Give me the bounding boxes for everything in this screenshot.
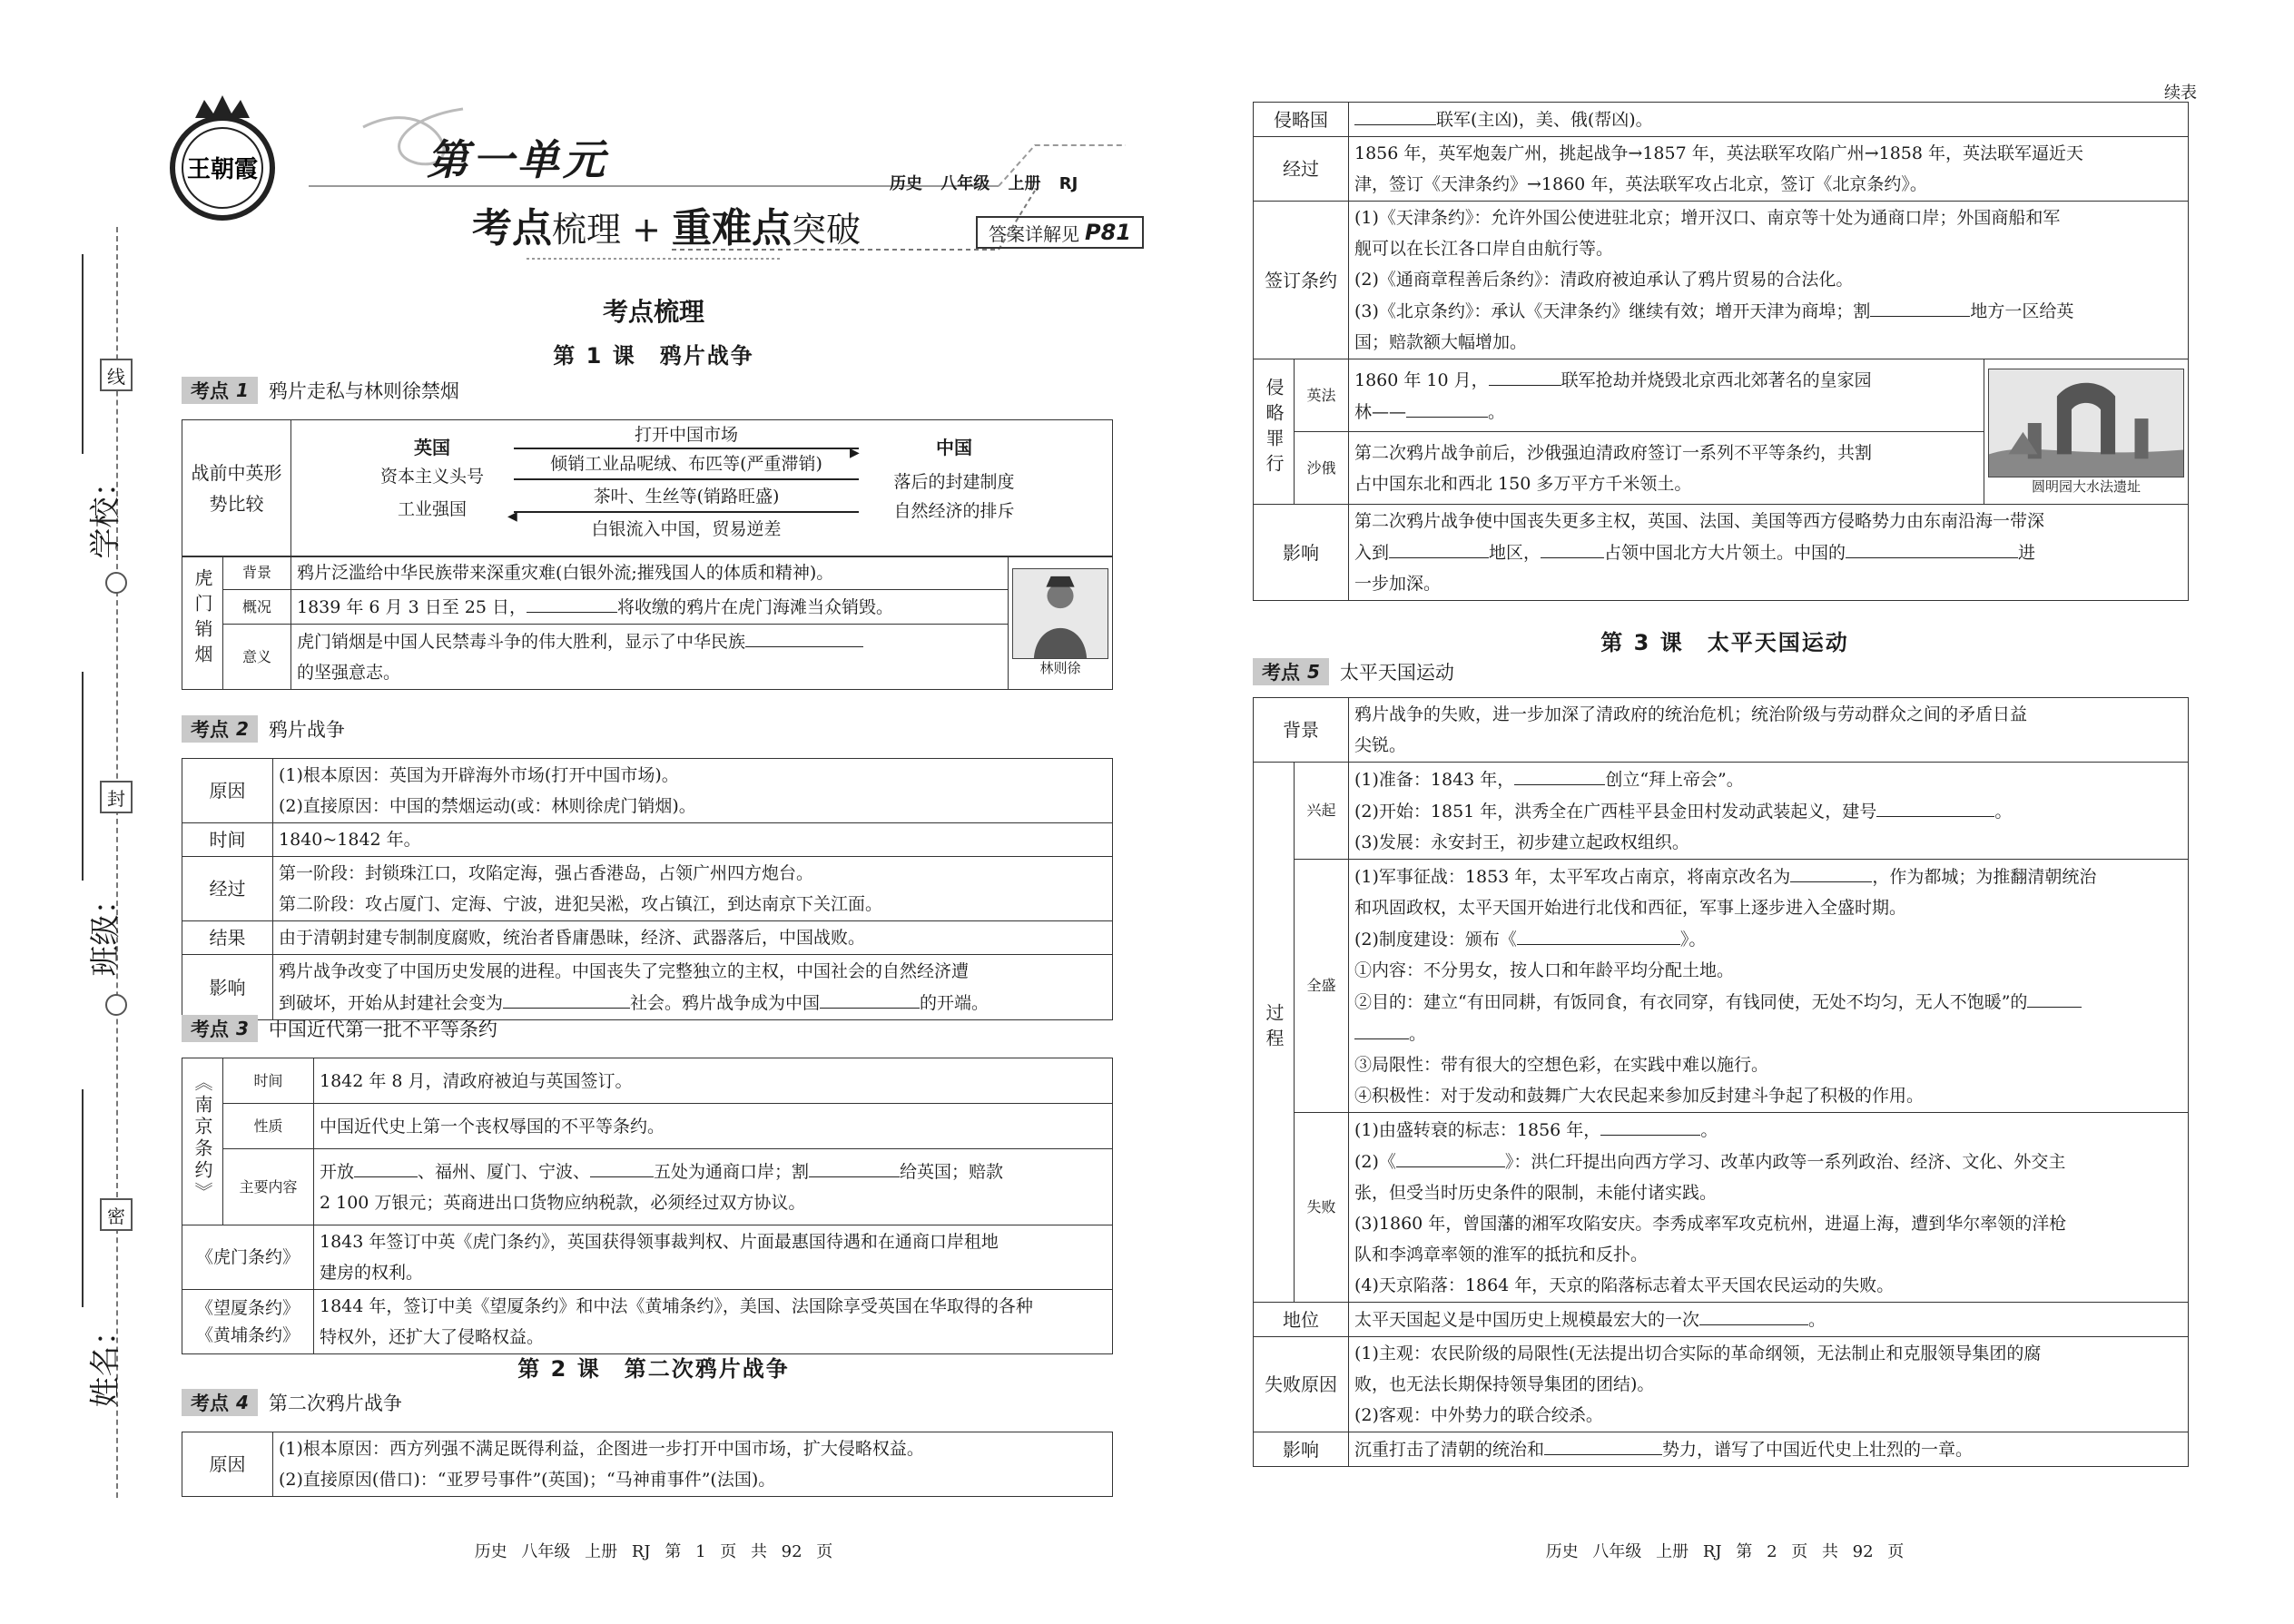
- blank-semicolonial[interactable]: [503, 987, 630, 1009]
- yuanmingyuan-caption: 圆明园大水法遗址: [2031, 477, 2141, 495]
- answer-label: 答案详解见: [989, 222, 1079, 245]
- humen-bg-label: 背景: [223, 556, 291, 590]
- process-label: 经过: [1254, 137, 1349, 202]
- right-footer: 历史 八年级 上册 RJ 第 2 页 共 92 页: [1545, 1542, 1905, 1561]
- status: 太平天国起义是中国历史上规模最宏大的一次 。: [1349, 1303, 2189, 1337]
- humen-bg: 鸦片泛滥给中华民族带来深重灾难(白银外流;摧残国人的体质和精神)。: [291, 556, 1009, 590]
- blank-kowloon[interactable]: [1870, 295, 1970, 317]
- uk-line-2: 工业强国: [397, 499, 467, 519]
- publisher-logo: [163, 91, 281, 227]
- binding-strip: [0, 0, 136, 1624]
- blank-guangzhou[interactable]: [354, 1156, 418, 1177]
- kd5-title: 太平天国运动: [1339, 662, 1454, 684]
- tp-impact-label: 影响: [1254, 1432, 1349, 1467]
- war-result: 由于清朝封建专制制度腐败，统治者昏庸愚昧，经济、武器落后，中国战败。: [273, 921, 1113, 955]
- impact2-label: 影响: [1254, 505, 1349, 601]
- nanjing-time: 1842 年 8 月，清政府被迫与英国签订。: [314, 1058, 1113, 1104]
- sub-title-a: 考点: [472, 205, 552, 251]
- tp-bg-label: 背景: [1254, 698, 1349, 763]
- name-label: 姓名：: [87, 1314, 124, 1408]
- kd3-tag: 考点 3: [182, 1015, 258, 1042]
- arrow-head-2: ◀: [507, 509, 517, 524]
- peak-label: 全盛: [1295, 860, 1349, 1113]
- war-time: 1840~1842 年。: [273, 823, 1113, 857]
- blank-spirit[interactable]: [745, 625, 863, 647]
- kd2-tag: 考点 2: [182, 715, 258, 743]
- kd3-title: 中国近代第一批不平等条约: [268, 1019, 497, 1040]
- kd4-title: 第二次鸦片战争: [268, 1393, 402, 1414]
- nanjing-label: 《南京条约》: [182, 1058, 223, 1225]
- arrow-right-1: [514, 448, 859, 449]
- sub-title-d: 突破: [792, 210, 861, 250]
- peak: (1)军事征战：1853 年，太平军攻占南京，将南京改名为 ，作为都城；为推翻清朝统治 和巩固政权，太平天国开始进行北伐和西征，军事上逐步进入全盛时期。 (2)制度建设：颁布《 》。 ①内容：不分男女，按人口和年龄平均分配土地。 ②目的：建立“有田同耕，有饭同食，有衣同穿，有钱同使，无处不均匀，无人不饱暖”的 。 ③局限性：带有很大的空想色彩，在实践中难以施行。 ④积极性：对于发动和鼓舞广大农民起来参加反封建斗争起了积极的作用。: [1349, 860, 2189, 1113]
- binding-dashed-line: [116, 227, 118, 1498]
- kd4-table-continued: [1253, 102, 2189, 601]
- blank-uk-france-2[interactable]: [1489, 364, 1561, 386]
- crimes-label: 侵略罪行: [1254, 359, 1295, 505]
- sub-title: [472, 195, 861, 253]
- blank-ideal-society-2[interactable]: [1354, 1018, 1409, 1039]
- uk-line-1: 资本主义头号: [379, 467, 484, 487]
- crimes-ukfr-label: 英法: [1295, 359, 1349, 432]
- humen-gk: 1839 年 6 月 3 日至 25 日， 将收缴的鸦片在虎门海滩当众销毁。: [291, 590, 1009, 625]
- aggressor: 联军(主凶)，美、俄(帮凶)。: [1349, 103, 2189, 137]
- unit-title: 第一单元: [427, 135, 608, 184]
- kd1-header: [182, 377, 459, 404]
- nanjing-nature-label: 性质: [223, 1104, 314, 1149]
- status-label: 地位: [1254, 1303, 1349, 1337]
- binding-hole-1: [105, 572, 127, 594]
- war-process: 第一阶段：封锁珠江口，攻陷定海，强占香港岛，占领广州四方炮台。 第二阶段：攻占厦门、定海、宁波，进犯吴淞，攻占镇江，到达南京下关江面。: [273, 857, 1113, 921]
- lesson3-title: 第 3 课 太平天国运动: [1600, 630, 1849, 655]
- blank-lin-zexu[interactable]: [527, 591, 617, 613]
- process: 1856 年，英军炮轰广州，挑起战争→1857 年，英法联军攻陷广州→1858 年，英法联军逼近天 津，签订《天津条约》→1860 年，英法联军攻占北京，签订《北京条约》。: [1349, 137, 2189, 202]
- kd1-table: [182, 419, 1113, 557]
- lin-zexu-caption: 林则徐: [1039, 660, 1081, 676]
- kd5-table: [1253, 697, 2189, 1467]
- tp-impact: 沉重打击了清朝的统治和 势力，谱写了中国近代史上壮烈的一章。: [1349, 1432, 2189, 1467]
- compare-label: 战前中英形势比较: [182, 420, 291, 557]
- blank-russia[interactable]: [1541, 536, 1604, 558]
- tp-bg: 鸦片战争的失败，进一步加深了清政府的统治危机；统治阶级与劳动群众之间的矛盾日益 尖锐。: [1349, 698, 2189, 763]
- blank-tianjing-incident[interactable]: [1600, 1114, 1700, 1136]
- yuanmingyuan-photo: [1988, 369, 2184, 477]
- fail-label: 失败: [1295, 1113, 1349, 1303]
- war-process-label: 经过: [182, 857, 273, 921]
- blank-peasant-war[interactable]: [1699, 1304, 1808, 1325]
- war-cause-label: 原因: [182, 759, 273, 823]
- war-impact: 鸦片战争改变了中国历史发展的进程。中国丧失了完整独立的主权，中国社会的自然经济遭 到破坏，开始从封建社会变为 社会。鸦片战争成为中国 的开端。: [273, 955, 1113, 1020]
- crimes-ukfr: 1860 年 10 月， 联军抢劫并烧毁北京西北郊著名的皇家园 林—— 。: [1349, 359, 1984, 432]
- war-cause: (1)根本原因：英国为开辟海外市场(打开中国市场)。 (2)直接原因：中国的禁烟运动(或：林则徐虎门销烟)。: [273, 759, 1113, 823]
- kd5-tag: 考点 5: [1253, 658, 1329, 685]
- arrow-right-2: [514, 478, 859, 480]
- fail: (1)由盛转衰的标志：1856 年， 。 (2)《 》：洪仁玕提出向西方学习、改革内政等一系列政治、经济、文化、外交主 张，但受当时历史条件的限制，未能付诸实践。 (3)1860 年，曾国藩的湘军攻陷安庆。李秀成率军攻克杭州，进逼上海，遭到华尔率领的洋枪 队和李鸿章率领的淮军的抵抗和反扑。 (4)天京陷落：1864 年，天京的陷落标志着太平天国农民运动的失败。: [1349, 1113, 2189, 1303]
- logo-text: 王朝霞: [186, 156, 259, 183]
- kd4-header: [182, 1389, 402, 1416]
- blank-zizheng[interactable]: [1396, 1146, 1505, 1167]
- compare-diagram: [291, 420, 1113, 557]
- kd4-tag: 考点 4: [182, 1389, 258, 1416]
- sub-title-c: 重难点: [672, 205, 792, 251]
- kd2-title: 鸦片战争: [268, 719, 345, 741]
- section-title: 考点梳理: [602, 297, 704, 327]
- answer-page: P81: [1085, 220, 1131, 245]
- left-footer: 历史 八年级 上册 RJ 第 1 页 共 92 页: [474, 1542, 833, 1561]
- nanjing-nature: 中国近代史上第一个丧权辱国的不平等条约。: [314, 1104, 1113, 1149]
- cn-line-2: 自然经济的排斥: [893, 501, 1015, 521]
- binding-box-1: 线: [100, 359, 133, 391]
- crimes-ru: 第二次鸦片战争前后，沙俄强迫清政府签订一系列不平等条约，共割 占中国东北和西北 150 多万平方千米领土。: [1349, 432, 1984, 505]
- lesson1-title: 第 1 课 鸦片战争: [553, 343, 754, 369]
- arrow-bot-text: 白银流入中国，贸易逆差: [591, 519, 782, 539]
- treaties: (1)《天津条约》：允许外国公使进驻北京；增开汉口、南京等十处为通商口岸；外国商船和军 舰可以在长江各口岸自由航行等。 (2)《通商章程善后条约》：清政府被迫承认了鸦片贸易的合法化。 (3)《北京条约》：承认《天津条约》继续有效；增开天津为商埠；割 地方一区给英 国；赔款额大幅增加。: [1349, 202, 2189, 359]
- arrow-mid-text-1: 倾销工业品呢绒、布匹等(严重滞销): [550, 454, 822, 474]
- cn-title: 中国: [936, 437, 972, 458]
- binding-box-2: 封: [100, 781, 133, 813]
- nanjing-time-label: 时间: [223, 1058, 314, 1104]
- blank-modern-history[interactable]: [820, 987, 920, 1009]
- blank-uk-france[interactable]: [1354, 103, 1436, 125]
- humen-gk-label: 概况: [223, 590, 291, 625]
- treaties-label: 签订条约: [1254, 202, 1349, 359]
- sub-title-b: 梳理 +: [552, 210, 672, 250]
- yuanmingyuan-photo-cell: [1984, 359, 2189, 505]
- war-result-label: 结果: [182, 921, 273, 955]
- kd2-table: [182, 758, 1113, 1020]
- name-field[interactable]: [82, 1089, 84, 1307]
- left-page: [182, 0, 1131, 1624]
- blank-tianjing[interactable]: [1790, 861, 1872, 882]
- wangxia: 1844 年，签订中美《望厦条约》和中法《黄埔条约》，美国、法国除享受英国在华取得的各种 特权外，还扩大了侵略权益。: [314, 1290, 1113, 1354]
- rise: (1)准备：1843 年， 创立“拜上帝会”。 (2)开始：1851 年，洪秀全在广西桂平县金田村发动武装起义，建号 。 (3)发展：永安封王，初步建立起政权组织。: [1349, 763, 2189, 860]
- school-label: 学校：: [87, 466, 124, 559]
- answer-reference: [976, 216, 1144, 249]
- humen-treaty: 1843 年签订中英《虎门条约》，英国获得领事裁判权、片面最惠国待遇和在通商口岸租地 建房的权利。: [314, 1225, 1113, 1290]
- kd1-tag: 考点 1: [182, 377, 258, 404]
- lesson2-title: 第 2 课 第二次鸦片战争: [517, 1356, 790, 1382]
- arrow-left-1: [514, 511, 859, 513]
- humen-treaty-label: 《虎门条约》: [182, 1225, 314, 1290]
- arrow-head-1: ▶: [850, 446, 860, 460]
- tp-process-label: 过程: [1254, 763, 1295, 1303]
- crimes-ru-label: 沙俄: [1295, 432, 1349, 505]
- kd1-title: 鸦片走私与林则徐禁烟: [268, 380, 459, 402]
- kd2-header: [182, 715, 345, 743]
- arrow-mid-text-2: 茶叶、生丝等(销路旺盛): [593, 487, 780, 507]
- blank-taiping[interactable]: [1876, 795, 1994, 817]
- blank-shanghai[interactable]: [590, 1156, 654, 1177]
- continued-label: 续表: [2164, 84, 2197, 103]
- book-meta: 历史 八年级 上册 RJ: [890, 174, 1078, 193]
- blank-yuanmingyuan[interactable]: [1406, 396, 1488, 418]
- kd5-header: [1253, 658, 1454, 685]
- uk-title: 英国: [414, 437, 450, 458]
- fail-reason: (1)主观：农民阶级的局限性(无法提出切合实际的革命纲领，无法制止和克服领导集团的腐 败，也无法长期保持领导集团的团结)。 (2)客观：中外势力的联合绞杀。: [1349, 1337, 2189, 1432]
- cn-line-1: 落后的封建制度: [893, 472, 1015, 492]
- blank-semicolonial-2[interactable]: [1846, 536, 2018, 558]
- lin-zexu-photo: [1012, 568, 1108, 659]
- fail-reason-label: 失败原因: [1254, 1337, 1349, 1432]
- blank-hongkong[interactable]: [809, 1156, 900, 1177]
- humen-yy: 虎门销烟是中国人民禁毒斗争的伟大胜利，显示了中华民族 的坚强意志。: [291, 625, 1009, 690]
- blank-ideal-society[interactable]: [2027, 986, 2082, 1008]
- kd3-table: [182, 1058, 1113, 1354]
- arrow-top-text: 打开中国市场: [634, 425, 738, 445]
- humen-label: 虎门销烟: [182, 556, 223, 690]
- lin-zexu-photo-cell: [1009, 556, 1113, 690]
- school-field[interactable]: [82, 254, 84, 454]
- wangxia-label: 《望厦条约》 《黄埔条约》: [182, 1290, 314, 1354]
- humen-table: [182, 556, 1113, 690]
- war-time-label: 时间: [182, 823, 273, 857]
- blank-land-system[interactable]: [1517, 923, 1680, 945]
- class-field[interactable]: [82, 672, 84, 881]
- class-label: 班级：: [87, 883, 124, 977]
- binding-hole-2: [105, 994, 127, 1016]
- nanjing-content-label: 主要内容: [223, 1149, 314, 1225]
- binding-box-3: 密: [100, 1198, 133, 1231]
- right-page: [1253, 0, 2197, 1624]
- nanjing-content: 开放 、福州、厦门、宁波、 五处为通商口岸；割 给英国；赔款 2 100 万银元；英商进出口货物应纳税款，必须经过双方协议。: [314, 1149, 1113, 1225]
- impact2: 第二次鸦片战争使中国丧失更多主权，英国、法国、美国等西方侵略势力由东南沿海一带深 入到 地区， 占领中国北方大片领土。中国的 进 一步加深。: [1349, 505, 2189, 601]
- aggressor-label: 侵略国: [1254, 103, 1349, 137]
- war2-cause-label: 原因: [182, 1432, 273, 1497]
- war2-cause: (1)根本原因：西方列强不满足既得利益，企图进一步打开中国市场，扩大侵略权益。 (2)直接原因(借口)：“亚罗号事件”(英国)；“马神甫事件”(法国)。: [273, 1432, 1113, 1497]
- kd3-header: [182, 1015, 497, 1042]
- humen-yy-label: 意义: [223, 625, 291, 690]
- rise-label: 兴起: [1295, 763, 1349, 860]
- war-impact-label: 影响: [182, 955, 273, 1020]
- blank-inland[interactable]: [1389, 536, 1489, 558]
- kd4-table: [182, 1432, 1113, 1497]
- blank-foreign-aggression[interactable]: [1544, 1433, 1662, 1455]
- blank-hong-xiuquan[interactable]: [1514, 763, 1605, 785]
